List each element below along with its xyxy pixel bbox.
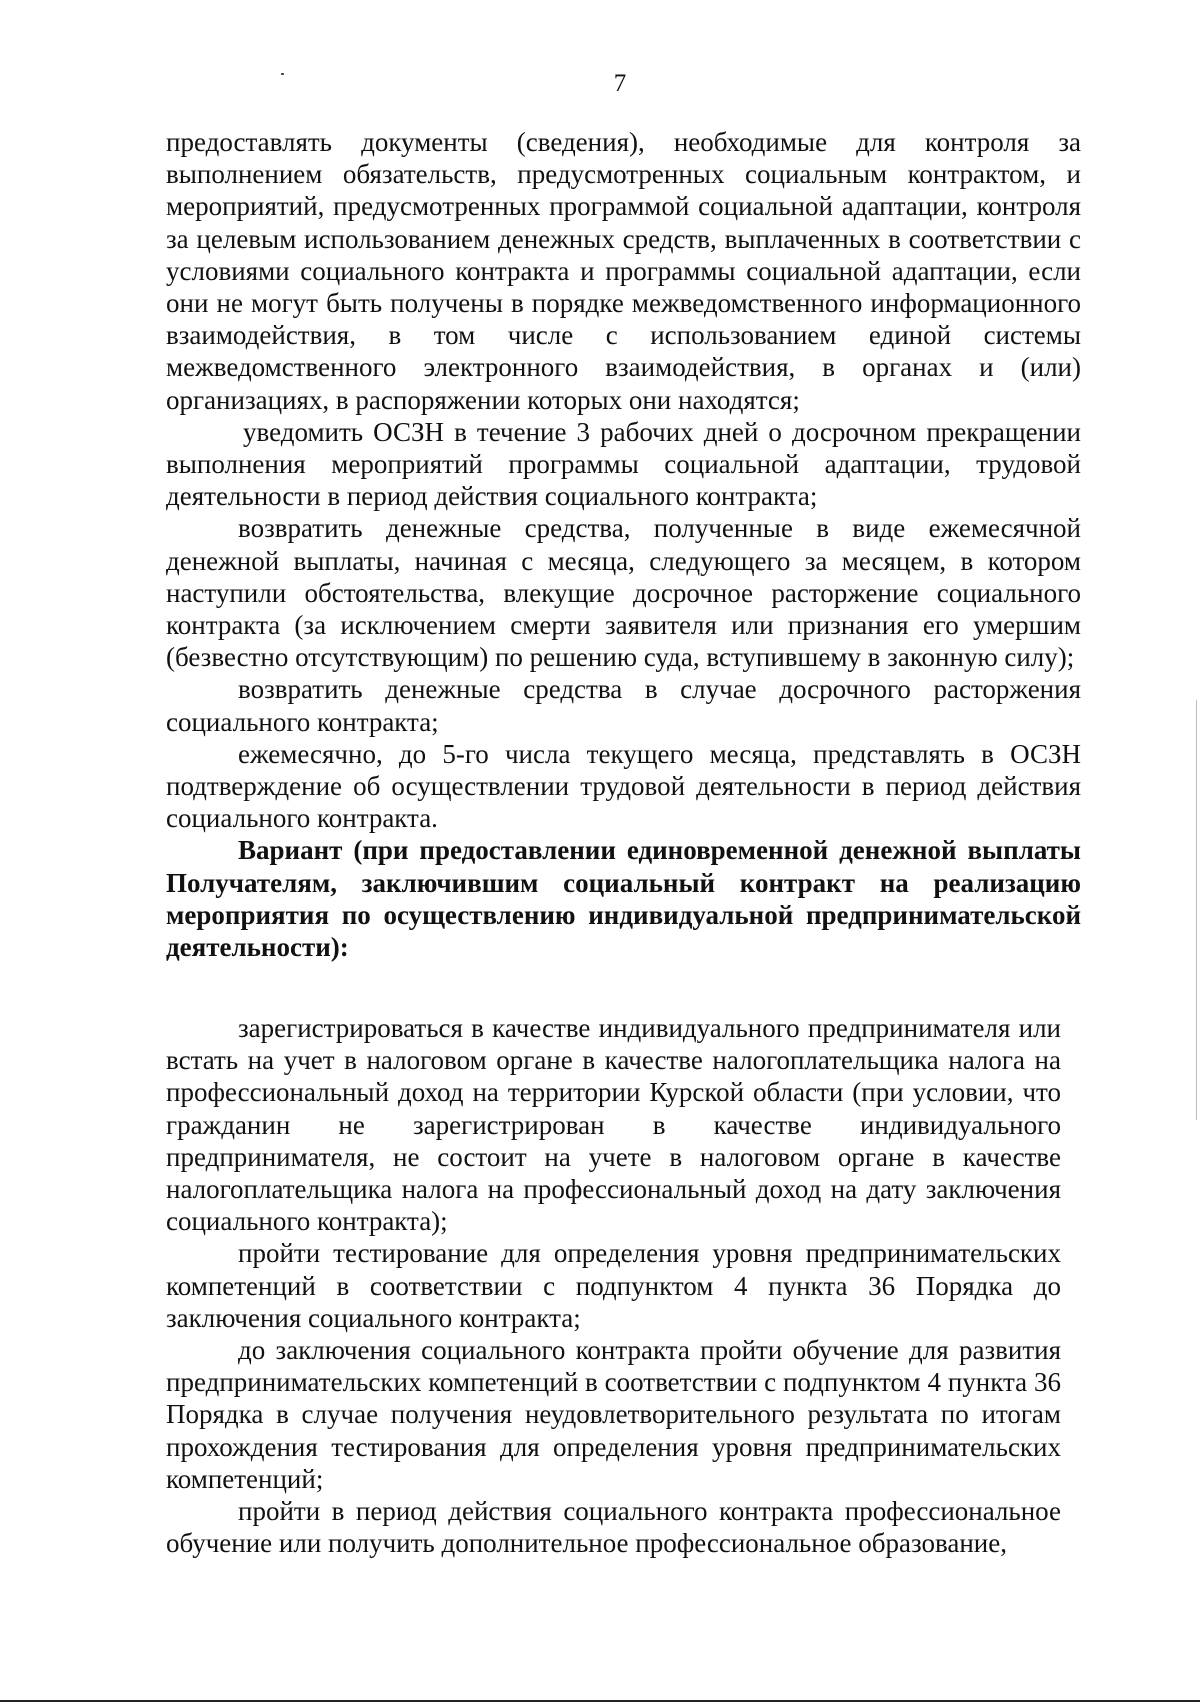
paragraph-return-on-termination: возвратить денежные средства в случае досрочного расторжения социального контракта; [166, 674, 1081, 737]
page-number: 7 [613, 70, 627, 97]
document-body-upper [166, 126, 1081, 963]
paragraph-provide-documents: предоставлять документы (сведения), необходимые для контроля за выполнением обязательств, предусмотренных социальным контрактом, и мероприятий, предусмотренных программой социальной адаптации, контроля за целевым использованием денежных средств, выплаченных в соответствии с условиями социального контракта и программы социальной адаптации, если они не могут быть получены в порядке межведомственного информационного взаимодействия, в том числе с использованием единой системы межведомственного электронного взаимодействия, в органах и (или) организациях, в распоряжении которых они находятся; [166, 127, 1081, 415]
scan-edge-artifact [1196, 700, 1197, 1120]
document-body-lower [166, 1012, 1061, 1559]
paragraph-complete-training: до заключения социального контракта пройти обучение для развития предпринимательских компетенций в соответствии с подпунктом 4 пункта 36 Порядка в случае получения неудовлетворительного результата по итогам прохождения тестирования для определения уровня предпринимательских компетенций; [166, 1335, 1061, 1494]
paragraph-notify-oszn: уведомить ОСЗН в течение 3 рабочих дней о досрочном прекращении выполнения мероприятий программы социальной адаптации, трудовой деятельности в период действия социального контракта; [166, 416, 1081, 512]
scan-bottom-border [0, 1700, 1200, 1702]
section-heading-variant: Вариант (при предоставлении единовременной денежной выплаты Получателям, заключившим социальный контракт на реализацию мероприятия по осуществлению индивидуальной предпринимательской деятельности): [166, 835, 1081, 963]
paragraph-monthly-confirmation: ежемесячно, до 5-го числа текущего месяца, представлять в ОСЗН подтверждение об осуществлении трудовой деятельности в период действия социального контракта. [166, 738, 1081, 834]
paragraph-pass-testing: пройти тестирование для определения уровня предпринимательских компетенций в соответствии с подпунктом 4 пункта 36 Порядка до заключения социального контракта; [166, 1238, 1061, 1333]
paragraph-professional-education: пройти в период действия социального контракта профессиональное обучение или получить дополнительное профессиональное образование, [166, 1496, 1061, 1559]
paragraph-return-monthly-payment: возвратить денежные средства, полученные в виде ежемесячной денежной выплаты, начиная с месяца, следующего за месяцем, в котором наступили обстоятельства, влекущие досрочное расторжение социального контракта (за исключением смерти заявителя или признания его умершим (безвестно отсутствующим) по решению суда, вступившему в законную силу); [166, 513, 1081, 673]
paragraph-register-entrepreneur: зарегистрироваться в качестве индивидуального предпринимателя или встать на учет в налоговом органе в качестве налогоплательщика налога на профессиональный доход на территории Курской области (при условии, что гражданин не зарегистрирован в качестве индивидуального предпринимателя, не состоит на учете в налоговом органе в качестве налогоплательщика налога на профессиональный доход на дату заключения социального контракта); [166, 1013, 1061, 1237]
